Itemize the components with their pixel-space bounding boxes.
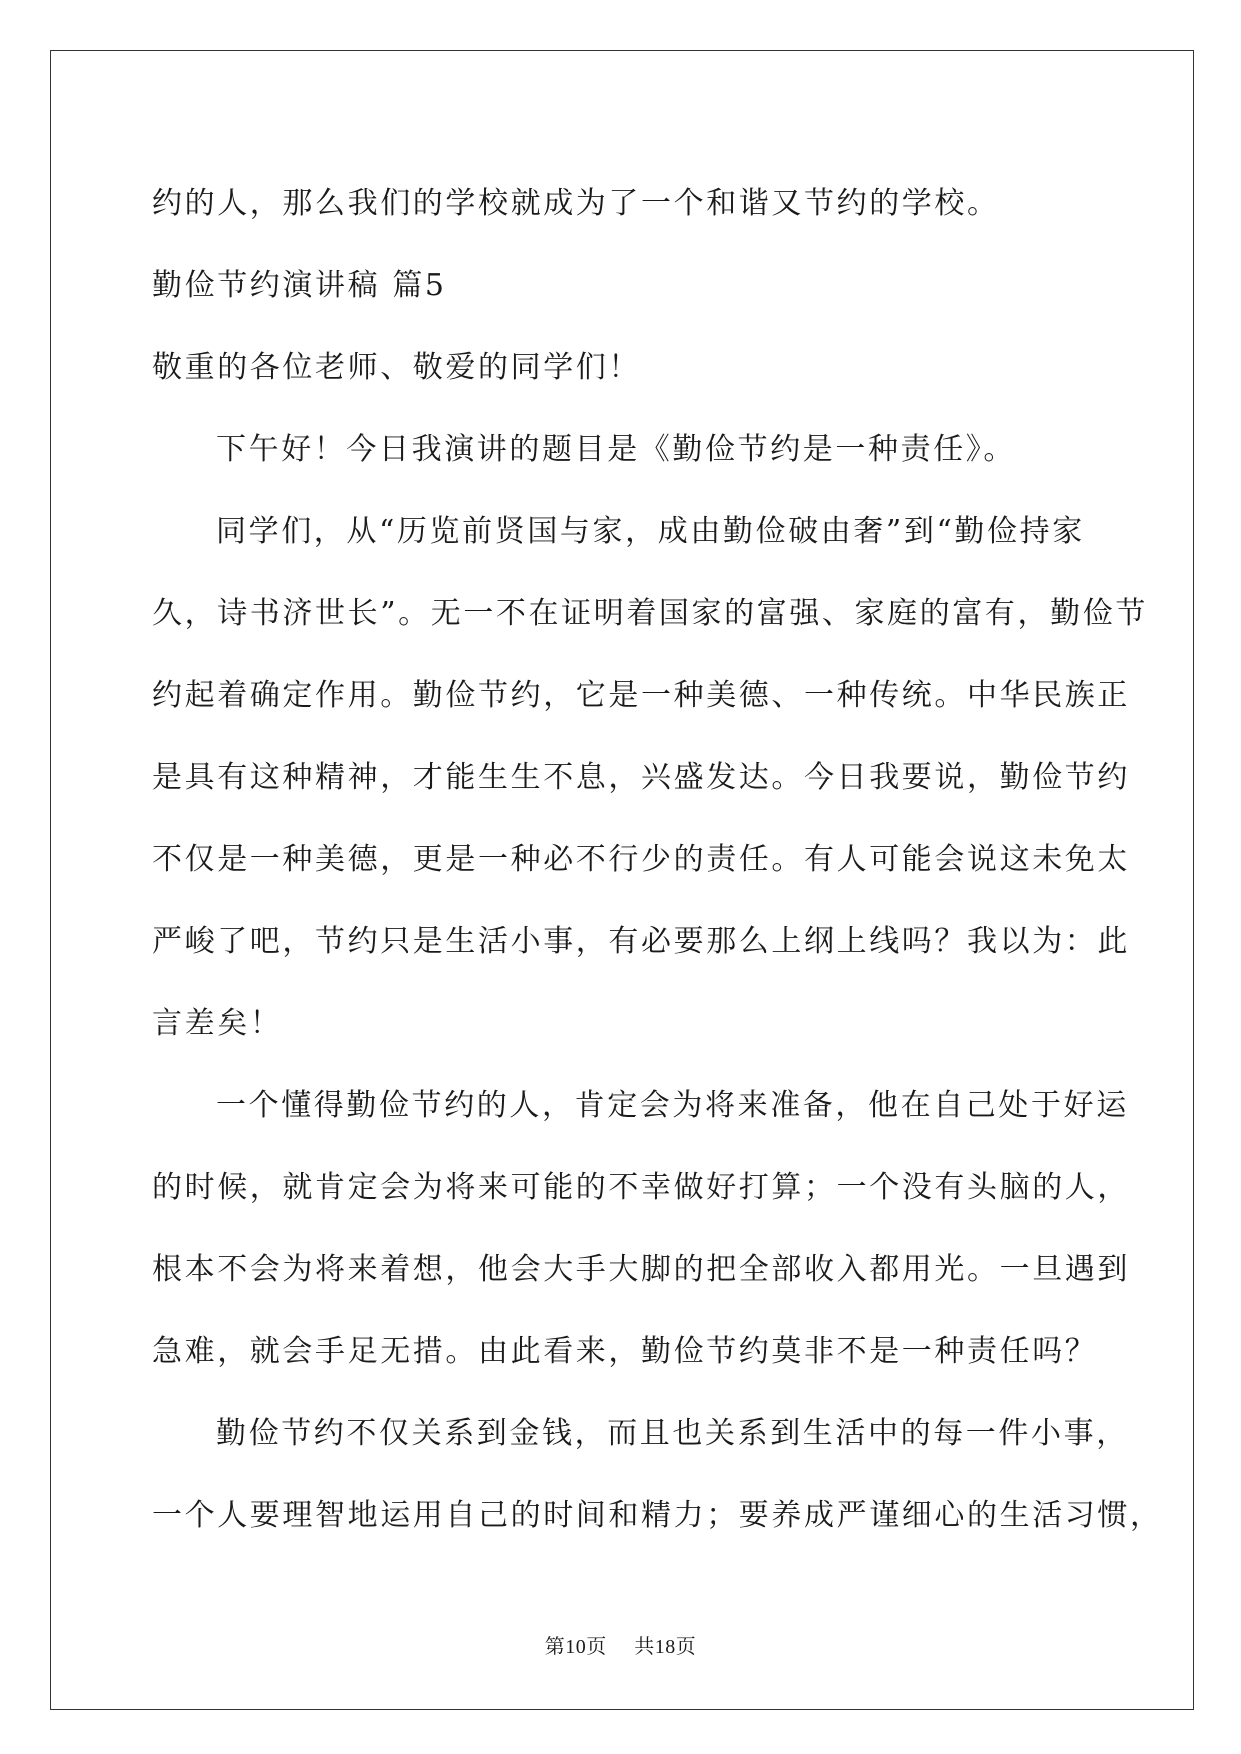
- text-line: 不仅是一种美德，更是一种必不行少的责任。有人可能会说这未免太: [152, 842, 1130, 877]
- text-line: 约的人，那么我们的学校就成为了一个和谐又节约的学校。: [152, 186, 1000, 221]
- salutation: 敬重的各位老师、敬爱的同学们！: [152, 350, 641, 385]
- text-line: 言差矣！: [152, 1006, 283, 1041]
- paragraph-start: 一个懂得勤俭节约的人，肯定会为将来准备，他在自己处于好运: [216, 1088, 1129, 1123]
- text-line: 急难，就会手足无措。由此看来，勤俭节约莫非不是一种责任吗？: [152, 1334, 1098, 1369]
- text-line: 约起着确定作用。勤俭节约，它是一种美德、一种传统。中华民族正: [152, 678, 1130, 713]
- paragraph-start: 同学们，从“历览前贤国与家，成由勤俭破由奢”到“勤俭持家: [216, 514, 1085, 549]
- section-heading: 勤俭节约演讲稿 篇5: [152, 268, 447, 303]
- page-suffix: 页: [586, 1634, 607, 1658]
- paragraph-start: 勤俭节约不仅关系到金钱，而且也关系到生活中的每一件小事，: [216, 1416, 1129, 1451]
- text-line: 是具有这种精神，才能生生不息，兴盛发达。今日我要说，勤俭节约: [152, 760, 1130, 795]
- page-prefix: 第: [544, 1634, 566, 1658]
- document-body: [152, 163, 1163, 1557]
- text-line: 根本不会为将来着想，他会大手大脚的把全部收入都用光。一旦遇到: [152, 1252, 1130, 1287]
- total-suffix: 页: [675, 1634, 697, 1658]
- text-line: 严峻了吧，节约只是生活小事，有必要那么上纲上线吗？我以为：此: [152, 924, 1130, 959]
- text-line: 久，诗书济世长”。无一不在证明着国家的富强、家庭的富有，勤俭节: [152, 596, 1148, 631]
- text-line: 的时候，就肯定会为将来可能的不幸做好打算；一个没有头脑的人，: [152, 1170, 1130, 1205]
- page-footer: [0, 1630, 1241, 1659]
- total-prefix: 共: [634, 1634, 655, 1658]
- page-total: 18: [654, 1636, 676, 1658]
- text-line: 一个人要理智地运用自己的时间和精力；要养成严谨细心的生活习惯，: [152, 1498, 1163, 1533]
- paragraph-start: 下午好！今日我演讲的题目是《勤俭节约是一种责任》。: [216, 432, 1016, 467]
- page-current: 10: [565, 1636, 587, 1658]
